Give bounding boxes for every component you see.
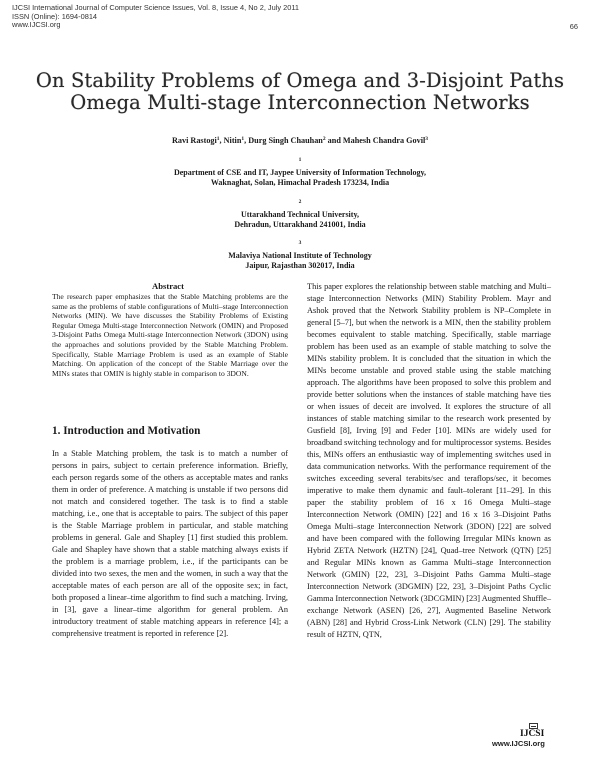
author-separator: , [219, 136, 224, 145]
affil-line: Uttarakhand Technical University, [240, 209, 359, 219]
logo-url: www.IJCSI.org [492, 739, 545, 748]
author-affil-mark: 1 [241, 136, 245, 142]
affil-line: Department of CSE and IT, Jaypee University of Information Technology, [173, 167, 427, 177]
author-separator: , [244, 136, 249, 145]
intro-paragraph-1: In a Stable Matching problem, the task is to match a number of persons in pairs, subject to certain preference information. Briefly, each person regards some of the others as acceptable mates and ranks them in order of preference. A matching is unstable if two persons did not match and considered together. The task is to find a stable matching, i.e., one that is acceptable to pairs. The subject of this paper is the Stable Marriage problem in particular, and stable matching problems in general. Gale and Shapley [1] first studied this problem. Gale and Shapley have shown that a stable matching always exists if the problem is a marriage problem, i.e., if the participants can be divided into two sexes, the men and the women, in such a way that the acceptable mates of each person are all of the opposite sex; in fact, both proposed a linear–time algorithm to find such a matching. Irving, in [3], gave a linear–time algorithm for general problem. An introductory treatment of stable matching appears in reference [4]; a comprehensive treatment is reported in reference [2]. [52, 449, 288, 638]
author-affil-mark: 2 [322, 136, 326, 142]
author-name: Nitin [223, 136, 242, 145]
abstract-text: The research paper emphasizes that the Stable Matching problems are the same as the problems of stable configurations of Multi–stage Interconnection Networks (MIN). We have discusses the Stability Problems of Existing Regular Omega Multi-stage Interconnection Network (OMIN) and Proposed 3-Disjoint Paths Omega Multi-stage Interconnection Network (3DON) using the approaches and solutions provided by the Stable Matching Problem. Specifically, Stable Marriage Problem is used as an example of Stable Matching. On application of the concept of the Stable Marriage over the MINs states that OMIN is highly stable in comparison to 3DON. [52, 292, 288, 378]
author-affil-mark: 1 [216, 136, 220, 142]
author-affil-mark: 3 [425, 136, 429, 142]
journal-line: IJCSI International Journal of Computer Science Issues, Vol. 8, Issue 4, No 2, July 2011 [12, 3, 300, 12]
author-list [0, 136, 600, 145]
paper-title [0, 70, 600, 114]
website-line: www.IJCSI.org [12, 20, 61, 30]
affil-line: Dehradun, Uttarakhand 241001, India [234, 220, 366, 229]
affil-mark: 1 [298, 157, 302, 163]
affiliation-2 [0, 199, 600, 231]
affiliation-3 [0, 240, 600, 272]
intro-paragraph-2: This paper explores the relationship between stable matching and Multi–stage Interconnection Networks (MIN) Stability Problem. Mayr and Ashok proved that the Network Stability problem is NP–Complete in general [5–7], but when the network is a MIN, then the stability problem becomes equivalent to stable matching. Specifically, stable marriage problem has been used as an example of stable matching to solve the MINs stability problem. It is concluded that the situation in which the MINs become unstable and proved stable using the stable matching approach. The algorithms have been proposed to solve this problem and provide better solutions when the instances of stable matching have ties or when issues of deceit are involved. It explores the structure of all instances of stable matching similar to the research work presented by Gusfield [8], Irving [9] and Feder [10]. MINs are widely used for broadband switching technology and for multiprocessor systems. Besides this, MINs offers an enthusiastic way of implementing switches used in data communication networks. With the performance requirement of the switches exceeding several terabits/sec and teraflops/sec, it becomes imperative to make them dynamic and fault–tolerant [11–29]. In this paper the stability problem of 16 x 16 Omega Multi–stage Interconnection Network (OMIN) [22] and 16 x 16 3–Disjoint Paths Omega Multi–stage Interconnection Network (3DON) [22] are solved and have been compared with the following Irregular MINs known as Hybrid ZETA Network (HZTN) [24], Quad–tree Network (QTN) [25] and Regular MINs known as Gamma Multi–stage Interconnection Network (GMIN) [22, 23], 3–Disjoint Paths Gamma Multi–stage Interconnection Network (3DGMIN) [22, 23], 3–Disjoint Paths Cyclic Gamma Interconnection Network (3DCGMIN) [23] Augmented Shuffle–exchange Network (ASEN) [26, 27], Augmented Baseline Network (ABN) [28] and Hybrid Cross-Link Network (CLN) [29]. The stability result of HZTN, QTN, [307, 282, 551, 639]
affil-line: Waknaghat, Solan, Himachal Pradesh 173234, India [210, 178, 390, 187]
page-number: 66 [569, 22, 578, 31]
affil-mark: 3 [298, 240, 302, 246]
author-separator: and [325, 136, 343, 145]
title-line-1: On Stability Problems of Omega and 3-Disjoint Paths [35, 69, 565, 92]
issn-line: ISSN (Online): 1694-0814 [12, 11, 98, 21]
logo-name: IJCSI [520, 729, 545, 739]
affil-mark: 2 [298, 199, 302, 205]
abstract-heading: Abstract [152, 281, 184, 291]
author-name: Mahesh Chandra Govil [342, 136, 426, 145]
affil-line: Jaipur, Rajasthan 302017, India [245, 261, 355, 270]
running-header [12, 4, 588, 30]
author-name: Durg Singh Chauhan [248, 136, 323, 145]
section-heading: 1. Introduction and Motivation [52, 425, 201, 437]
affiliation-1 [0, 157, 600, 189]
author-name: Ravi Rastogi [171, 136, 217, 145]
affil-line: Malaviya National Institute of Technology [228, 250, 372, 260]
title-line-2: Omega Multi-stage Interconnection Networks [70, 91, 530, 114]
